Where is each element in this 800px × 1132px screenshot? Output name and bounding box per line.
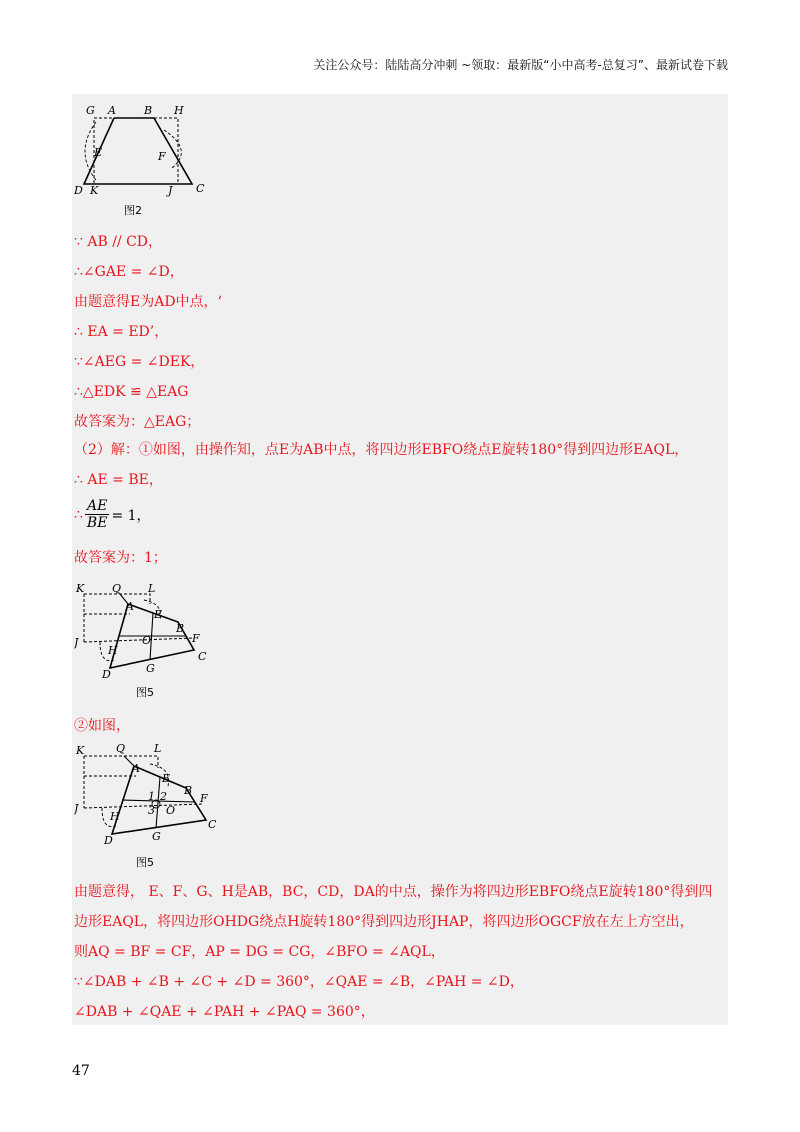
line-11: 故答案为：1； [74, 550, 167, 566]
fig5b-label-a: A [132, 762, 140, 775]
line-16: ∵∠DAB + ∠B + ∠C + ∠D = 360°，∠QAE = ∠B，∠PAH = ∠D， [74, 974, 524, 990]
fig5b-label-h: H [110, 810, 120, 823]
figure-5a [74, 580, 224, 702]
fig2-label-k: K [90, 184, 99, 197]
page-number: 47 [72, 1063, 90, 1079]
fig5b-label-j: J [74, 802, 79, 815]
line-15: 则AQ = BF = CF，AP = DG = CG，∠BFO = ∠AQL， [74, 944, 445, 960]
fig2-label-h: H [174, 104, 184, 117]
line-5: ∵∠AEG = ∠DEK， [74, 354, 205, 370]
page-header: 关注公众号：陆陆高分冲刺 ~领取：最新版“小中高考-总复习”、最新试卷下载 [313, 58, 728, 72]
fig5b-label-e: E [162, 772, 171, 785]
fig5a-caption: 图5 [136, 686, 154, 699]
fig5a-label-d: D [102, 668, 111, 681]
fig5b-label-d: D [104, 834, 113, 847]
fig2-label-a: A [108, 104, 116, 117]
line-3: 由题意得E为AD中点，‘ [74, 294, 223, 310]
figure-2 [74, 100, 214, 218]
fig2-label-f: F [158, 150, 166, 163]
fig2-label-c: C [196, 182, 205, 195]
line-7: 故答案为：△EAG； [74, 414, 201, 430]
fig5b-caption: 图5 [136, 856, 154, 869]
fraction-tail: = 1， [111, 507, 151, 524]
fig5a-label-l: L [148, 582, 156, 595]
fig5a-label-g: G [146, 662, 155, 675]
line-12: ②如图， [74, 718, 130, 734]
figure-5b-drawing [74, 742, 224, 872]
figure-5b [74, 742, 224, 872]
fig5a-label-k: K [76, 582, 85, 595]
fig5b-label-l: L [154, 742, 162, 755]
fig5b-label-q: Q [116, 742, 126, 755]
fig5a-label-b: B [176, 622, 185, 635]
fig2-caption: 图2 [124, 204, 142, 217]
line-10-fraction: ∴ $\frac{AE}{BE}$ = 1， [74, 498, 151, 531]
fig2-label-j: J [168, 184, 173, 197]
line-1: ∵ AB // CD， [74, 234, 163, 250]
fig5b-label-o: O [166, 804, 176, 817]
fig5a-label-a: A [126, 600, 134, 613]
fig5a-label-f: F [192, 632, 200, 645]
line-9: ∴ AE = BE， [74, 472, 163, 488]
line-2: ∴∠GAE = ∠D， [74, 264, 184, 280]
fig5b-label-f: F [200, 792, 208, 805]
fraction-denominator: BE [86, 515, 108, 531]
fig5b-label-2: 2 [160, 790, 167, 803]
line-14: 边形EAQL，将四边形OHDG绕点H旋转180°得到四边形JHAP，将四边形OGCF放在左上方空出， [74, 914, 694, 930]
line-8: （2）解：①如图，由操作知，点E为AB中点，将四边形EBFO绕点E旋转180°得到四边形EAQL， [74, 442, 689, 458]
line-4: ∴ EA = ED’， [74, 324, 169, 340]
line-6: ∴△EDK ≌ △EAG [74, 384, 189, 400]
fig5b-label-1: 1 [148, 790, 155, 803]
fig5b-label-3: 3 [148, 804, 155, 817]
fig5a-label-q: Q [112, 582, 122, 595]
content-area [72, 94, 728, 1025]
fig5a-label-c: C [198, 650, 207, 663]
fig5b-label-g: G [152, 830, 161, 843]
fig5a-label-o: O [142, 634, 152, 647]
fraction-numerator: AE [85, 498, 110, 515]
fig2-label-d: D [74, 184, 83, 197]
figure-5a-drawing [74, 580, 224, 702]
fig2-label-b: B [144, 104, 153, 117]
fig5b-label-k: K [76, 744, 85, 757]
fig5b-label-c: C [208, 818, 217, 831]
fig2-label-g: G [86, 104, 95, 117]
fig5a-label-e: E [154, 608, 163, 621]
line-13: 由题意得， E、F、G、H是AB，BC，CD，DA的中点，操作为将四边形EBFO绕点E旋转180°得到四 [74, 884, 713, 900]
fig5b-label-b: B [184, 784, 193, 797]
figure-2-drawing [74, 100, 214, 218]
fig5a-label-h: H [108, 644, 118, 657]
fig2-label-e: E [94, 146, 103, 159]
fig5a-label-j: J [74, 636, 79, 649]
line-17: ∠DAB + ∠QAE + ∠PAH + ∠PAQ = 360°， [74, 1004, 375, 1020]
